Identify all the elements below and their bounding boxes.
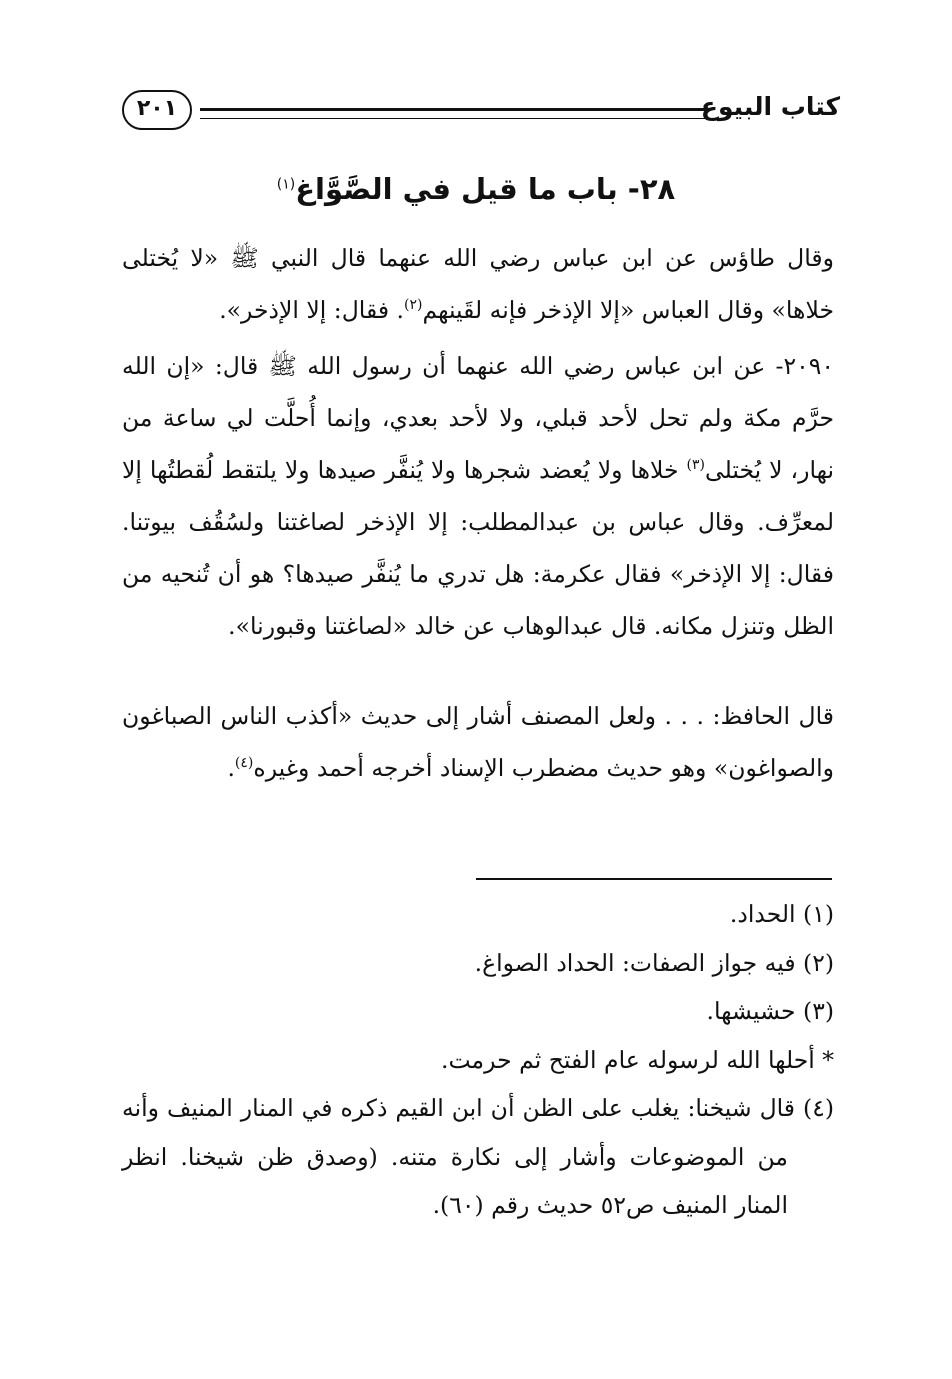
page-header [116,88,840,138]
footnote-marker-1: (١) [276,176,296,193]
intro-paragraph [122,232,834,336]
page-number: ٢٠١ [122,90,192,130]
footnote-asterisk: * أحلها الله لرسوله عام الفتح ثم حرمت. [440,1045,834,1074]
footnote-marker-2: (٢) [404,297,423,314]
footnote-marker-4: (٤) [234,755,254,772]
hadith-paragraph [122,340,834,652]
footnote-4: (٤) قال شيخنا: يغلب على الظن أن ابن القيم ذكره في المنار المنيف وأنه من الموضوعات وأشار إلى نكارة متنه. (وصدق ظن شيخنا. انظر المنار المنيف ص٥٢ حديث رقم (٦٠). [122,1094,834,1219]
hafiz-text-end: . [227,754,235,782]
footnotes [122,890,834,1230]
header-rule [200,108,710,119]
chapter-heading-text: ٢٨- باب ما قيل في الصَّوَّاغ [295,172,676,206]
footnote-separator [476,878,832,880]
chapter-heading [120,164,832,214]
hafiz-text: قال الحافظ: . . . ولعل المصنف أشار إلى حديث «أكذب الناس الصباغون والصواغون» وهو حديث مضطرب الإسناد أخرجه أحمد وغيره [122,702,834,782]
footnote-1: (١) الحداد. [729,900,834,928]
footnote-3: (٣) حشيشها. [706,997,834,1025]
footnote-marker-3: (٣) [686,457,705,474]
footnote-2: (٢) فيه جواز الصفات: الحداد الصواغ. [474,948,834,977]
hadith-text-end: خلاها ولا يُعضد شجرها ولا يُنفَّر صيدها ولا يلتقط لُقطتُها إلا لمعرِّف. وقال عباس بن عبدالمطلب: إلا الإذخر لصاغتنا ولسُقُف بيوتنا. فقال: إلا الإذخر» فقال عكرمة: هل تدري ما يُنفَّر صيدها؟ هو أن تُنحيه من الظل وتنزل مكانه. قال عبدالوهاب عن خالد «لصاغتنا وقبورنا». [122,456,834,640]
running-title: كتاب البيوع [700,92,840,121]
intro-text-end: . فقال: إلا الإذخر». [219,296,405,324]
intro-text: وقال طاؤس عن ابن عباس رضي الله عنهما قال النبي ﷺ «لا يُختلى خلاها» وقال العباس «إلا الإذخر فإنه لقَينهم [122,244,834,324]
hafiz-paragraph [122,690,834,794]
hadith-text: ٢٠٩٠- عن ابن عباس رضي الله عنهما أن رسول الله ﷺ قال: «إن الله حرَّم مكة ولم تحل لأحد قبلي، ولا لأحد بعدي، وإنما أُحلَّت لي ساعة من نهار، لا يُختلى [122,352,835,484]
